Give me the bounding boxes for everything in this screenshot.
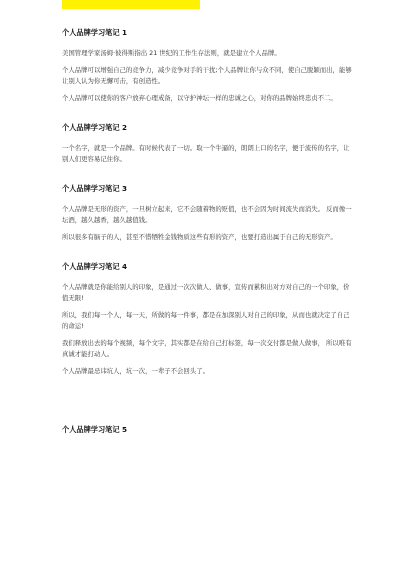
paragraph: 个人品牌最忌讳坑人，坑一次，一辈子不会回头了。	[62, 367, 209, 375]
note-title: 个人品牌学习笔记 5	[62, 425, 128, 434]
note-title: 个人品牌学习笔记 3	[62, 184, 128, 193]
note-4	[62, 262, 352, 377]
note-title: 个人品牌学习笔记 1	[62, 28, 128, 37]
paragraph: 所以很多有脑子的人，甚至不惜牺牲金钱物质这些有形的资产，也要打造出属于自己的无形资产。	[62, 233, 337, 241]
paragraph: 一个名字，就是一个品牌。有时候代表了一切。取一个牛逼的，朗朗上口的名字，便于流传的名字，让别人们更容易记住你。	[62, 144, 350, 163]
paragraph: 个人品牌就是你能给别人的印象，是通过一次次做人、做事，宣传而累积出对方对自己的一个印象，价值无限!	[62, 283, 350, 302]
highlight-bar	[62, 0, 200, 9]
note-1	[62, 28, 352, 104]
paragraph: 个人品牌是无形的资产，一旦树立起来，它不会随着物的贬值，也不会因为时间流失而消失。 反而像一坛酒，越久越香，越久越值钱。	[62, 205, 352, 224]
paragraph: 个人品牌可以使你的客户放弃心理戒备，以守护神坛一样的忠诚之心，对你的品牌始终忠贞不二。	[62, 94, 337, 102]
paragraph: 美国管理学家汤姆·彼得斯指出 21 世纪的工作生存法则，就是建立个人品牌。	[62, 49, 281, 57]
paragraph: 个人品牌可以增强自己的竞争力，减少竞争对手的干扰;个人品牌让你与众不同，使自己脱颖而出，能够让别人认为你无懈可击，有创造性。	[62, 66, 352, 85]
document-page	[62, 28, 352, 445]
paragraph: 所以，我们每一个人，每一天，所做的每一件事，都是在加深别人对自己的印象，从而也就决定了自己的命运!	[62, 311, 350, 330]
note-title: 个人品牌学习笔记 4	[62, 262, 128, 271]
note-3	[62, 184, 352, 243]
note-2	[62, 123, 352, 165]
note-5	[62, 425, 352, 435]
paragraph: 我们释放出去的每个视频，每个文字，其实都是在给自己打标签，每一次交付都是做人做事， 所以唯有真诚才能打动人。	[62, 339, 352, 358]
note-title: 个人品牌学习笔记 2	[62, 123, 128, 132]
